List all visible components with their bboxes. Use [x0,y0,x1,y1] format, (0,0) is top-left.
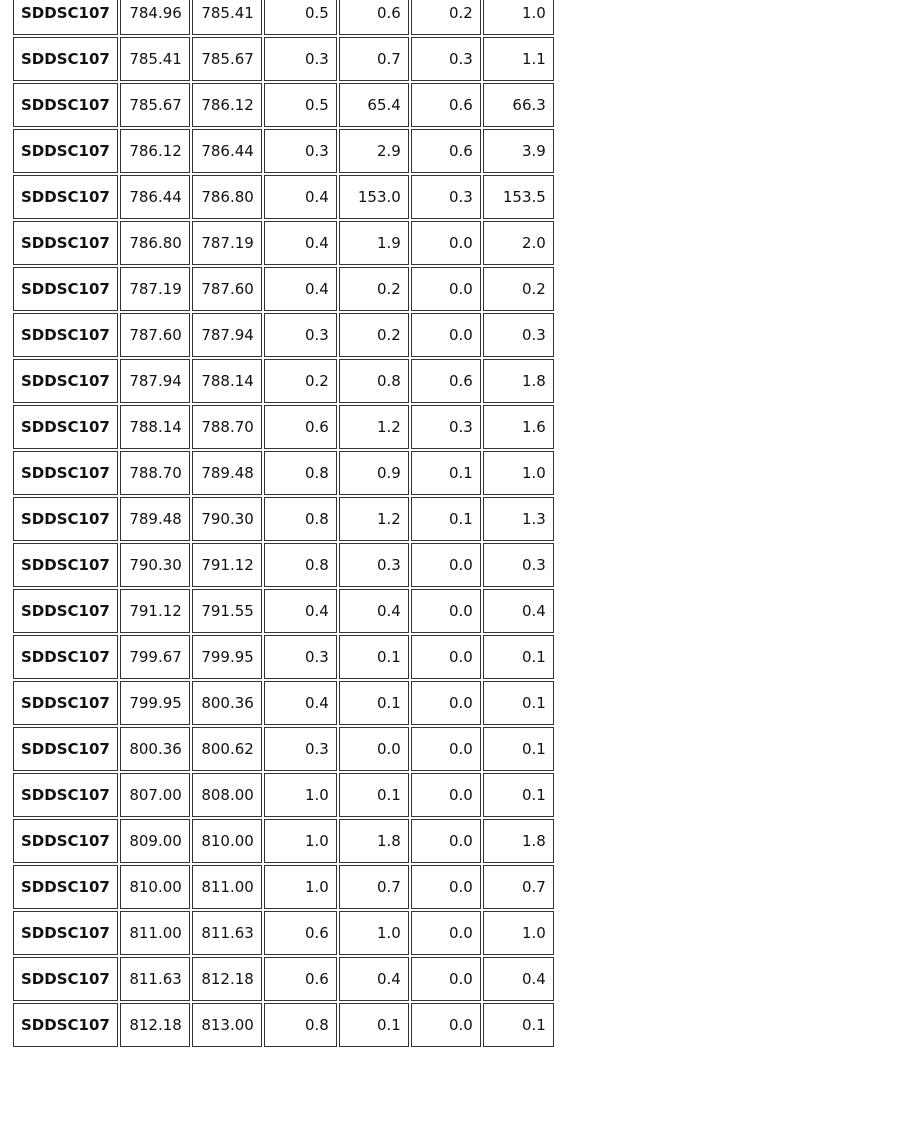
to-depth-cell: 790.30 [192,497,262,541]
total-cell: 1.0 [483,0,554,35]
value-b-cell: 0.6 [411,129,481,173]
to-depth-cell: 789.48 [192,451,262,495]
value-a-cell: 0.6 [339,0,409,35]
total-cell: 0.1 [483,727,554,771]
interval-cell: 0.5 [264,0,337,35]
value-b-cell: 0.0 [411,1003,481,1047]
from-depth-cell: 790.30 [120,543,190,587]
value-b-cell: 0.1 [411,451,481,495]
value-a-cell: 0.1 [339,635,409,679]
hole-id-cell: SDDSC107 [13,0,118,35]
to-depth-cell: 799.95 [192,635,262,679]
from-depth-cell: 809.00 [120,819,190,863]
value-a-cell: 0.4 [339,589,409,633]
total-cell: 66.3 [483,83,554,127]
interval-cell: 0.8 [264,497,337,541]
total-cell: 0.3 [483,543,554,587]
from-depth-cell: 786.44 [120,175,190,219]
hole-id-cell: SDDSC107 [13,267,118,311]
interval-cell: 0.5 [264,83,337,127]
hole-id-cell: SDDSC107 [13,727,118,771]
to-depth-cell: 785.67 [192,37,262,81]
to-depth-cell: 791.12 [192,543,262,587]
table-row [13,681,554,725]
total-cell: 1.0 [483,911,554,955]
value-a-cell: 1.8 [339,819,409,863]
value-b-cell: 0.6 [411,359,481,403]
table-row [13,497,554,541]
hole-id-cell: SDDSC107 [13,865,118,909]
value-b-cell: 0.2 [411,0,481,35]
value-b-cell: 0.0 [411,681,481,725]
total-cell: 0.1 [483,1003,554,1047]
to-depth-cell: 787.60 [192,267,262,311]
table-row [13,37,554,81]
value-a-cell: 1.2 [339,497,409,541]
hole-id-cell: SDDSC107 [13,359,118,403]
to-depth-cell: 810.00 [192,819,262,863]
value-a-cell: 0.0 [339,727,409,771]
from-depth-cell: 785.41 [120,37,190,81]
interval-cell: 0.8 [264,451,337,495]
to-depth-cell: 811.00 [192,865,262,909]
interval-cell: 0.3 [264,129,337,173]
value-b-cell: 0.0 [411,865,481,909]
table-row [13,543,554,587]
from-depth-cell: 799.67 [120,635,190,679]
table-row [13,865,554,909]
value-b-cell: 0.1 [411,497,481,541]
total-cell: 0.2 [483,267,554,311]
to-depth-cell: 786.12 [192,83,262,127]
value-b-cell: 0.3 [411,405,481,449]
value-b-cell: 0.0 [411,773,481,817]
to-depth-cell: 785.41 [192,0,262,35]
total-cell: 1.8 [483,819,554,863]
assay-results-table [11,0,556,1049]
hole-id-cell: SDDSC107 [13,83,118,127]
interval-cell: 0.4 [264,175,337,219]
from-depth-cell: 800.36 [120,727,190,771]
hole-id-cell: SDDSC107 [13,129,118,173]
value-b-cell: 0.0 [411,543,481,587]
interval-cell: 0.8 [264,1003,337,1047]
value-b-cell: 0.0 [411,221,481,265]
interval-cell: 1.0 [264,773,337,817]
table-row [13,0,554,35]
to-depth-cell: 813.00 [192,1003,262,1047]
to-depth-cell: 788.70 [192,405,262,449]
table-row [13,405,554,449]
from-depth-cell: 788.70 [120,451,190,495]
from-depth-cell: 811.00 [120,911,190,955]
table-row [13,911,554,955]
table-row [13,83,554,127]
hole-id-cell: SDDSC107 [13,37,118,81]
hole-id-cell: SDDSC107 [13,911,118,955]
assay-table-body [13,0,554,1047]
interval-cell: 0.3 [264,727,337,771]
table-row [13,359,554,403]
hole-id-cell: SDDSC107 [13,589,118,633]
table-row [13,129,554,173]
value-a-cell: 0.2 [339,267,409,311]
to-depth-cell: 800.36 [192,681,262,725]
to-depth-cell: 787.94 [192,313,262,357]
interval-cell: 0.4 [264,589,337,633]
total-cell: 2.0 [483,221,554,265]
hole-id-cell: SDDSC107 [13,635,118,679]
to-depth-cell: 788.14 [192,359,262,403]
total-cell: 1.1 [483,37,554,81]
total-cell: 0.3 [483,313,554,357]
from-depth-cell: 784.96 [120,0,190,35]
value-b-cell: 0.0 [411,635,481,679]
to-depth-cell: 787.19 [192,221,262,265]
value-b-cell: 0.0 [411,313,481,357]
hole-id-cell: SDDSC107 [13,681,118,725]
from-depth-cell: 786.12 [120,129,190,173]
from-depth-cell: 787.94 [120,359,190,403]
value-a-cell: 1.2 [339,405,409,449]
value-a-cell: 1.9 [339,221,409,265]
table-row [13,819,554,863]
from-depth-cell: 812.18 [120,1003,190,1047]
from-depth-cell: 799.95 [120,681,190,725]
hole-id-cell: SDDSC107 [13,773,118,817]
interval-cell: 0.6 [264,957,337,1001]
table-row [13,313,554,357]
value-b-cell: 0.0 [411,589,481,633]
value-b-cell: 0.3 [411,37,481,81]
value-a-cell: 0.1 [339,1003,409,1047]
from-depth-cell: 811.63 [120,957,190,1001]
value-a-cell: 0.1 [339,773,409,817]
interval-cell: 0.2 [264,359,337,403]
from-depth-cell: 785.67 [120,83,190,127]
table-row [13,635,554,679]
value-b-cell: 0.6 [411,83,481,127]
total-cell: 0.1 [483,635,554,679]
hole-id-cell: SDDSC107 [13,221,118,265]
total-cell: 0.1 [483,773,554,817]
interval-cell: 0.8 [264,543,337,587]
from-depth-cell: 789.48 [120,497,190,541]
value-a-cell: 2.9 [339,129,409,173]
table-row [13,1003,554,1047]
value-a-cell: 0.7 [339,865,409,909]
total-cell: 0.7 [483,865,554,909]
interval-cell: 0.3 [264,313,337,357]
to-depth-cell: 811.63 [192,911,262,955]
total-cell: 1.0 [483,451,554,495]
to-depth-cell: 786.44 [192,129,262,173]
from-depth-cell: 810.00 [120,865,190,909]
value-a-cell: 65.4 [339,83,409,127]
hole-id-cell: SDDSC107 [13,405,118,449]
to-depth-cell: 791.55 [192,589,262,633]
hole-id-cell: SDDSC107 [13,543,118,587]
table-row [13,221,554,265]
value-b-cell: 0.0 [411,267,481,311]
hole-id-cell: SDDSC107 [13,497,118,541]
total-cell: 153.5 [483,175,554,219]
table-row [13,727,554,771]
to-depth-cell: 808.00 [192,773,262,817]
from-depth-cell: 787.60 [120,313,190,357]
from-depth-cell: 786.80 [120,221,190,265]
value-a-cell: 0.4 [339,957,409,1001]
interval-cell: 1.0 [264,819,337,863]
interval-cell: 0.6 [264,405,337,449]
total-cell: 0.4 [483,589,554,633]
value-a-cell: 153.0 [339,175,409,219]
hole-id-cell: SDDSC107 [13,451,118,495]
to-depth-cell: 786.80 [192,175,262,219]
from-depth-cell: 788.14 [120,405,190,449]
interval-cell: 0.3 [264,635,337,679]
interval-cell: 0.4 [264,681,337,725]
value-a-cell: 0.9 [339,451,409,495]
table-row [13,175,554,219]
to-depth-cell: 812.18 [192,957,262,1001]
total-cell: 1.8 [483,359,554,403]
interval-cell: 1.0 [264,865,337,909]
hole-id-cell: SDDSC107 [13,957,118,1001]
from-depth-cell: 791.12 [120,589,190,633]
table-row [13,773,554,817]
from-depth-cell: 807.00 [120,773,190,817]
table-row [13,957,554,1001]
total-cell: 0.1 [483,681,554,725]
value-a-cell: 0.1 [339,681,409,725]
interval-cell: 0.3 [264,37,337,81]
interval-cell: 0.4 [264,267,337,311]
value-b-cell: 0.3 [411,175,481,219]
table-row [13,267,554,311]
hole-id-cell: SDDSC107 [13,313,118,357]
value-b-cell: 0.0 [411,727,481,771]
value-a-cell: 1.0 [339,911,409,955]
value-a-cell: 0.3 [339,543,409,587]
hole-id-cell: SDDSC107 [13,175,118,219]
total-cell: 0.4 [483,957,554,1001]
hole-id-cell: SDDSC107 [13,1003,118,1047]
value-a-cell: 0.8 [339,359,409,403]
from-depth-cell: 787.19 [120,267,190,311]
total-cell: 1.3 [483,497,554,541]
value-a-cell: 0.7 [339,37,409,81]
table-row [13,589,554,633]
interval-cell: 0.6 [264,911,337,955]
hole-id-cell: SDDSC107 [13,819,118,863]
to-depth-cell: 800.62 [192,727,262,771]
interval-cell: 0.4 [264,221,337,265]
total-cell: 3.9 [483,129,554,173]
value-a-cell: 0.2 [339,313,409,357]
value-b-cell: 0.0 [411,911,481,955]
total-cell: 1.6 [483,405,554,449]
value-b-cell: 0.0 [411,957,481,1001]
table-row [13,451,554,495]
value-b-cell: 0.0 [411,819,481,863]
